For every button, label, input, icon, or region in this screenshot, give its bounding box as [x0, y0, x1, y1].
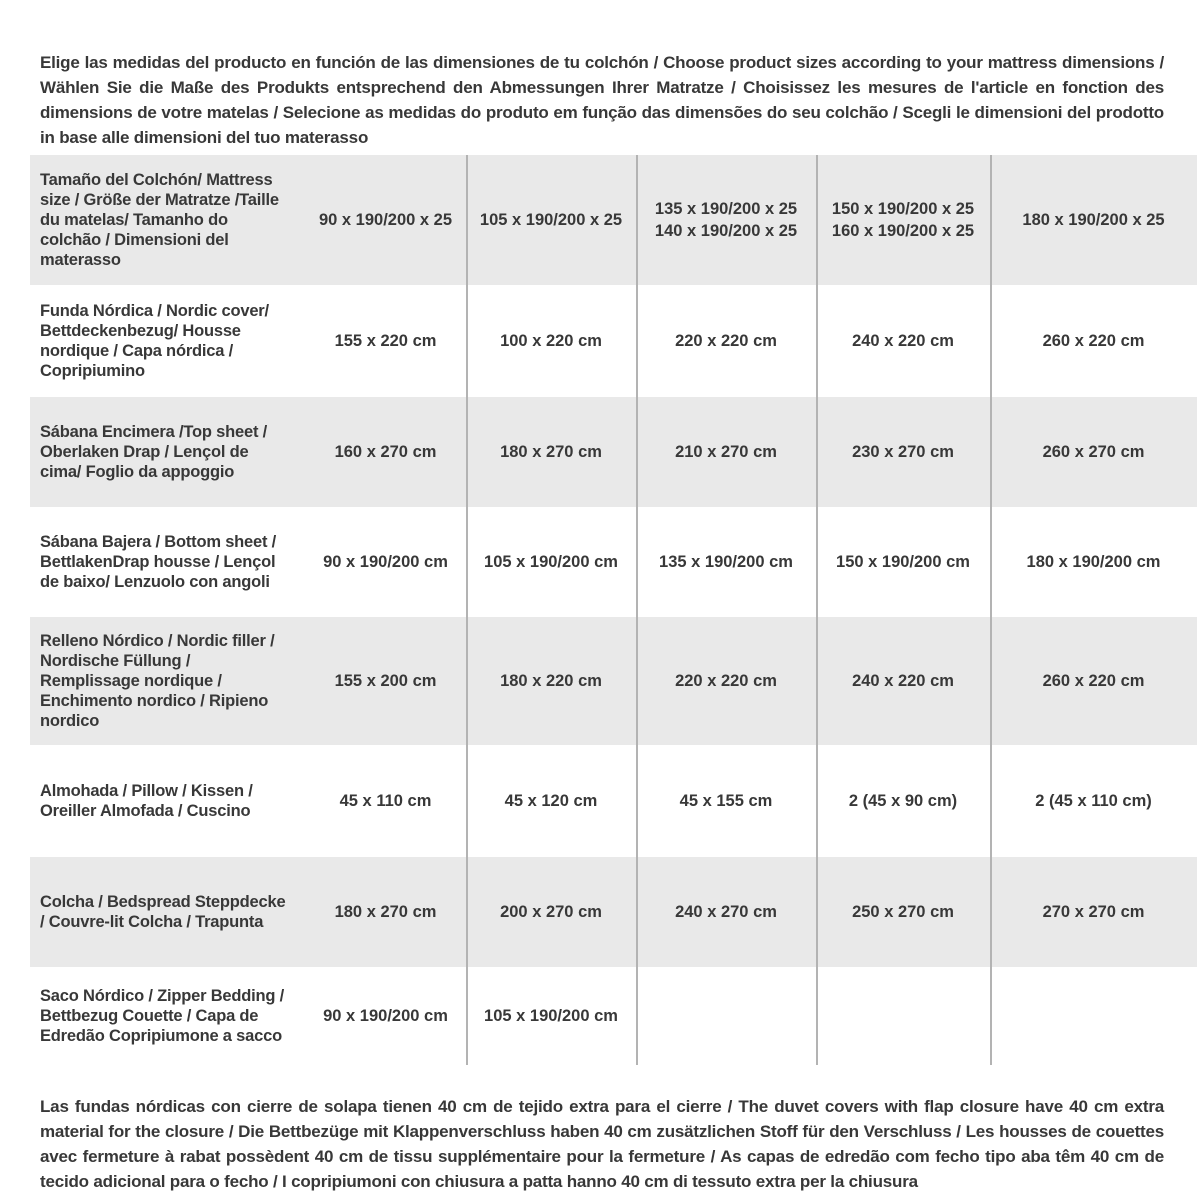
- size-value-cell: 150 x 190/200 x 25 160 x 190/200 x 25: [831, 200, 975, 240]
- size-value-cell: 155 x 220 cm: [334, 332, 437, 350]
- size-value-cell: 90 x 190/200 x 25: [318, 211, 453, 229]
- table-row: [30, 967, 1197, 1065]
- size-value-cell: 180 x 190/200 x 25: [1022, 211, 1165, 229]
- size-value-cell: 45 x 110 cm: [339, 792, 432, 810]
- column-divider: [466, 155, 468, 1065]
- table-row: [30, 155, 1197, 285]
- size-table: [30, 155, 1197, 1065]
- size-value-cell: 240 x 220 cm: [852, 332, 954, 350]
- row-label: Relleno Nórdico / Nordic filler / Nordische Füllung / Remplissage nordique / Enchimento nordico / Ripieno nordico: [40, 632, 275, 730]
- table-row: [30, 857, 1197, 967]
- size-value-cell: 270 x 270 cm: [1042, 903, 1145, 921]
- size-value-cell: 200 x 270 cm: [500, 903, 602, 921]
- size-value-cell: 250 x 270 cm: [852, 903, 954, 921]
- size-value-cell: 230 x 270 cm: [852, 443, 954, 461]
- size-value-cell: 180 x 270 cm: [334, 903, 437, 921]
- size-value-cell: 155 x 200 cm: [334, 672, 437, 690]
- size-value-cell: 220 x 220 cm: [675, 672, 777, 690]
- column-divider: [636, 155, 638, 1065]
- size-value-cell: 260 x 220 cm: [1042, 672, 1145, 690]
- size-value-cell: 160 x 270 cm: [334, 443, 437, 461]
- size-value-cell: 105 x 190/200 x 25: [479, 211, 623, 229]
- size-value-cell: 135 x 190/200 x 25 140 x 190/200 x 25: [654, 200, 798, 240]
- intro-text: Elige las medidas del producto en función de las dimensiones de tu colchón / Choose product sizes according to your mattress dimensions / Wählen Sie die Maße des Produkts entsprechend den Abmessungen Ihrer Matratze / Choisissez les mesures de l'article en fonction des dimensions de votre matelas / Selecione as medidas do produto em função das dimensões do seu colchão / Scegli le dimensioni del prodotto in base alle dimensioni del tuo materasso: [40, 53, 1164, 147]
- size-value-cell: 180 x 220 cm: [500, 672, 602, 690]
- footnote-text: Las fundas nórdicas con cierre de solapa tienen 40 cm de tejido extra para el cierre / The duvet covers with flap closure have 40 cm extra material for the closure / Die Bettbezüge mit Klappenverschluss haben 40 cm zusätzlichen Stoff für den Verschluss / Les housses de couettes avec fermeture à rabat possèdent 40 cm de tissu supplémentaire pour la fermeture / As capas de edredão com fecho tipo aba têm 40 cm de tecido adicional para o fecho / I copripiumoni con chiusura a patta hanno 40 cm di tessuto extra per la chiusura: [40, 1097, 1164, 1191]
- size-value-cell: 180 x 270 cm: [500, 443, 602, 461]
- size-value-cell: 220 x 220 cm: [675, 332, 777, 350]
- size-value-cell: 45 x 120 cm: [504, 792, 598, 810]
- row-label: Saco Nórdico / Zipper Bedding / Bettbezug Couette / Capa de Edredão Copripiumone a sacco: [40, 987, 285, 1045]
- table-row: [30, 397, 1197, 507]
- size-value-cell: 90 x 190/200 cm: [323, 553, 448, 571]
- row-label: Tamaño del Colchón/ Mattress size / Größe der Matratze /Taille du matelas/ Tamanho do colchão / Dimensioni del materasso: [40, 171, 279, 269]
- size-value-cell: 105 x 190/200 cm: [484, 1007, 618, 1025]
- row-label: Sábana Encimera /Top sheet / Oberlaken Drap / Lençol de cima/ Foglio da appoggio: [40, 423, 268, 481]
- size-value-cell: 240 x 270 cm: [675, 903, 777, 921]
- row-label: Almohada / Pillow / Kissen / Oreiller Almofada / Cuscino: [40, 782, 253, 820]
- size-value-cell: 45 x 155 cm: [679, 792, 773, 810]
- size-value-cell: 260 x 220 cm: [1042, 332, 1145, 350]
- size-value-cell: 2 (45 x 90 cm): [848, 792, 958, 810]
- table-row: [30, 745, 1197, 857]
- column-divider: [990, 155, 992, 1065]
- size-value-cell: 90 x 190/200 cm: [323, 1007, 448, 1025]
- size-value-cell: 260 x 270 cm: [1042, 443, 1145, 461]
- row-label: Colcha / Bedspread Steppdecke / Couvre-lit Colcha / Trapunta: [40, 893, 286, 931]
- size-value-cell: 100 x 220 cm: [500, 332, 602, 350]
- size-value-cell: 135 x 190/200 cm: [659, 553, 793, 571]
- table-row: [30, 617, 1197, 745]
- size-value-cell: 150 x 190/200 cm: [836, 553, 970, 571]
- size-value-cell: 105 x 190/200 cm: [484, 553, 618, 571]
- size-value-cell: 2 (45 x 110 cm): [1035, 792, 1152, 810]
- row-label: Sábana Bajera / Bottom sheet / BettlakenDrap housse / Lençol de baixo/ Lenzuolo con angoli: [40, 533, 277, 591]
- table-row: [30, 285, 1197, 397]
- table-row: [30, 507, 1197, 617]
- size-value-cell: 240 x 220 cm: [852, 672, 954, 690]
- size-value-cell: 180 x 190/200 cm: [1026, 553, 1161, 571]
- size-value-cell: 210 x 270 cm: [675, 443, 777, 461]
- column-divider: [816, 155, 818, 1065]
- row-label: Funda Nórdica / Nordic cover/ Bettdeckenbezug/ Housse nordique / Capa nórdica / Copripiumino: [40, 302, 269, 380]
